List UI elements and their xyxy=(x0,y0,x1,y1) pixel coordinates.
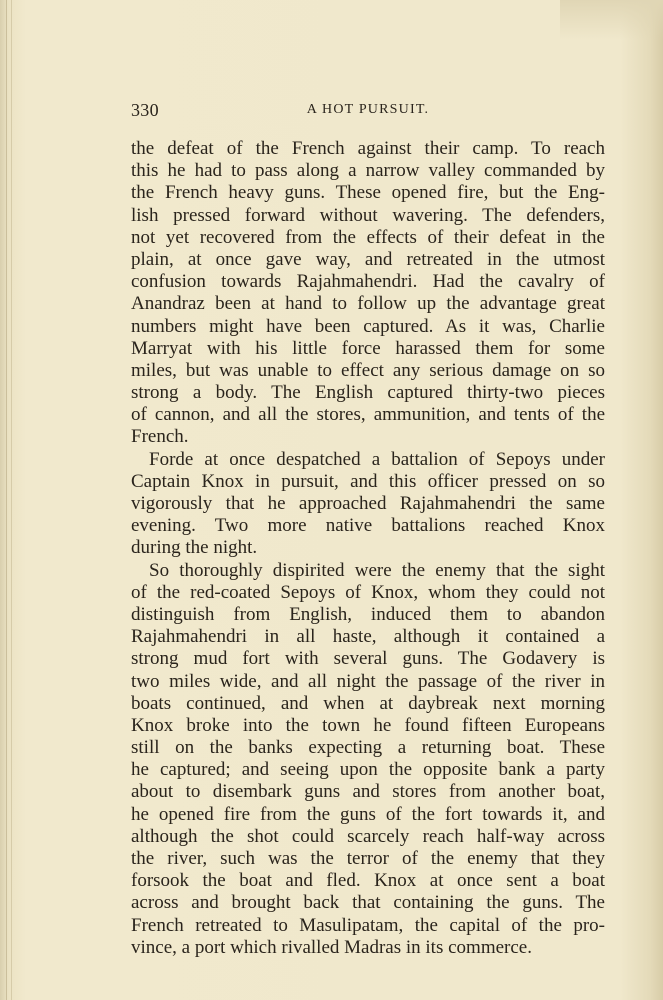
text-line: he captured; and seeing upon the opposite bank a party xyxy=(131,759,605,781)
text-line: numbers might have been captured. As it was, Charlie xyxy=(131,315,605,337)
text-line: he opened fire from the guns of the fort towards it, and xyxy=(131,803,605,825)
text-line: lish pressed forward without wavering. The defenders, xyxy=(131,204,605,226)
text-line: this he had to pass along a narrow valley commanded by xyxy=(131,160,605,182)
text-line: confusion towards Rajahmahendri. Had the cavalry of xyxy=(131,271,605,293)
text-line: French. xyxy=(131,426,189,448)
body-text xyxy=(131,138,605,959)
text-line: vince, a port which rivalled Madras in its commerce. xyxy=(131,936,532,958)
text-line: Forde at once despatched a battalion of Sepoys under xyxy=(149,448,605,470)
text-line: the river, such was the terror of the enemy that they xyxy=(131,848,605,869)
page-corner-shadow xyxy=(560,0,663,40)
text-line: still on the banks expecting a returning boat. These xyxy=(131,737,605,759)
text-line: of the red-coated Sepoys of Knox, whom they could not xyxy=(131,581,605,603)
text-line: of cannon, and all the stores, ammunition, and tents of the xyxy=(131,404,605,426)
text-line: two miles wide, and all night the passage of the river in xyxy=(131,670,605,692)
text-line: plain, at once gave way, and retreated in the utmost xyxy=(131,248,605,270)
text-line: Knox broke into the town he found fifteen Europeans xyxy=(131,714,605,736)
text-line: miles, but was unable to effect any serious damage on so xyxy=(131,359,605,381)
text-line: Anandraz been at hand to follow up the advantage great xyxy=(131,293,605,315)
text-line: not yet recovered from the effects of their defeat in the xyxy=(131,226,605,248)
text-line: during the night. xyxy=(131,537,258,559)
text-line: Rajahmahendri in all haste, although it contained a xyxy=(131,626,605,648)
text-line: vigorously that he approached Rajahmahendri the same xyxy=(131,493,605,514)
page-gutter-line-inner xyxy=(11,0,12,1000)
text-line: French retreated to Masulipatam, the capital of the pro- xyxy=(131,914,605,936)
page-gutter-line xyxy=(6,0,7,1000)
text-line: forsook the boat and fled. Knox at once sent a boat xyxy=(131,870,605,892)
text-line: the defeat of the French against their camp. To reach xyxy=(131,138,605,159)
text-line: evening. Two more native battalions reached Knox xyxy=(131,515,605,537)
running-head: A HOT PURSUIT. xyxy=(306,102,430,117)
text-line: boats continued, and when at daybreak next morning xyxy=(131,692,605,714)
text-line: strong a body. The English captured thirty-two pieces xyxy=(131,382,605,404)
page-number: 330 xyxy=(131,100,159,120)
text-line: Captain Knox in pursuit, and this officer pressed on so xyxy=(131,470,605,492)
text-line: strong mud fort with several guns. The Godavery is xyxy=(131,648,605,670)
text-line: Marryat with his little force harassed them for some xyxy=(131,337,605,359)
text-line: distinguish from English, induced them to abandon xyxy=(131,603,605,625)
text-line: about to disembark guns and stores from another boat, xyxy=(131,781,605,803)
text-line: although the shot could scarcely reach half-way across xyxy=(131,825,605,847)
text-line: across and brought back that containing the guns. The xyxy=(131,892,605,914)
page-header xyxy=(131,100,605,124)
text-line: So thoroughly dispirited were the enemy that the sight xyxy=(149,559,605,581)
text-line: the French heavy guns. These opened fire, but the Eng- xyxy=(131,182,605,204)
